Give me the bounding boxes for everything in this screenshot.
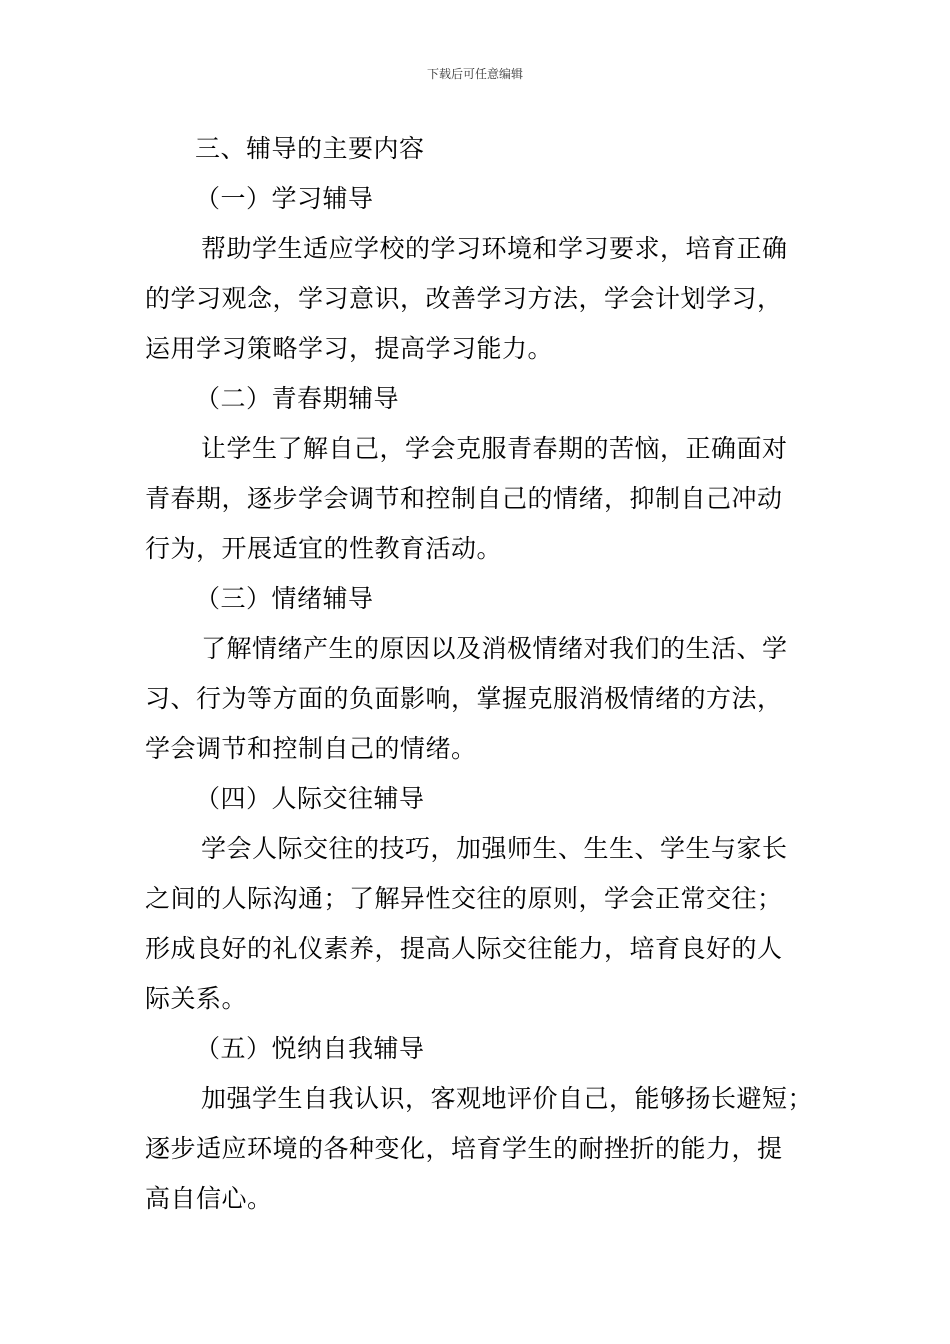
page-header-note: 下载后可任意编辑 <box>426 67 523 81</box>
paragraph-line: 行为，开展适宜的性教育活动。 <box>145 534 503 563</box>
paragraph-line: 学会调节和控制自己的情绪。 <box>145 734 477 763</box>
subsection-interpersonal <box>145 774 815 1024</box>
paragraph-line: 加强学生自我认识，客观地评价自己，能够扬长避短； <box>201 1084 814 1113</box>
subsection-adolescence <box>145 374 815 574</box>
paragraph-line: 之间的人际沟通；了解异性交往的原则，学会正常交往； <box>145 884 783 913</box>
paragraph-line: 习、行为等方面的负面影响，掌握克服消极情绪的方法， <box>145 684 783 713</box>
subsection-heading: （二）青春期辅导 <box>195 384 400 413</box>
paragraph-line: 运用学习策略学习，提高学习能力。 <box>145 334 554 363</box>
subsection-self-acceptance <box>145 1024 815 1224</box>
subsection-heading: （一）学习辅导 <box>195 184 374 213</box>
paragraph-line: 高自信心。 <box>145 1184 273 1213</box>
section-title: 三、辅导的主要内容 <box>195 134 425 163</box>
paragraph-line: 让学生了解自己，学会克服青春期的苦恼，正确面对 <box>201 434 788 463</box>
document-body <box>145 124 815 1224</box>
paragraph-line: 了解情绪产生的原因以及消极情绪对我们的生活、学 <box>201 634 788 663</box>
subsection-learning <box>145 174 815 374</box>
subsection-emotion <box>145 574 815 774</box>
paragraph-line: 形成良好的礼仪素养，提高人际交往能力，培育良好的人 <box>145 934 783 963</box>
paragraph-line: 帮助学生适应学校的学习环境和学习要求，培育正确 <box>201 234 788 263</box>
subsection-heading: （四）人际交往辅导 <box>195 784 425 813</box>
subsection-heading: （三）情绪辅导 <box>195 584 374 613</box>
paragraph-line: 际关系。 <box>145 984 248 1013</box>
paragraph-line: 青春期，逐步学会调节和控制自己的情绪，抑制自己冲动 <box>145 484 783 513</box>
paragraph-line: 的学习观念，学习意识，改善学习方法，学会计划学习， <box>145 284 783 313</box>
paragraph-line: 逐步适应环境的各种变化，培育学生的耐挫折的能力，提 <box>145 1134 783 1163</box>
paragraph-line: 学会人际交往的技巧，加强师生、生生、学生与家长 <box>201 834 788 863</box>
subsection-heading: （五）悦纳自我辅导 <box>195 1034 425 1063</box>
